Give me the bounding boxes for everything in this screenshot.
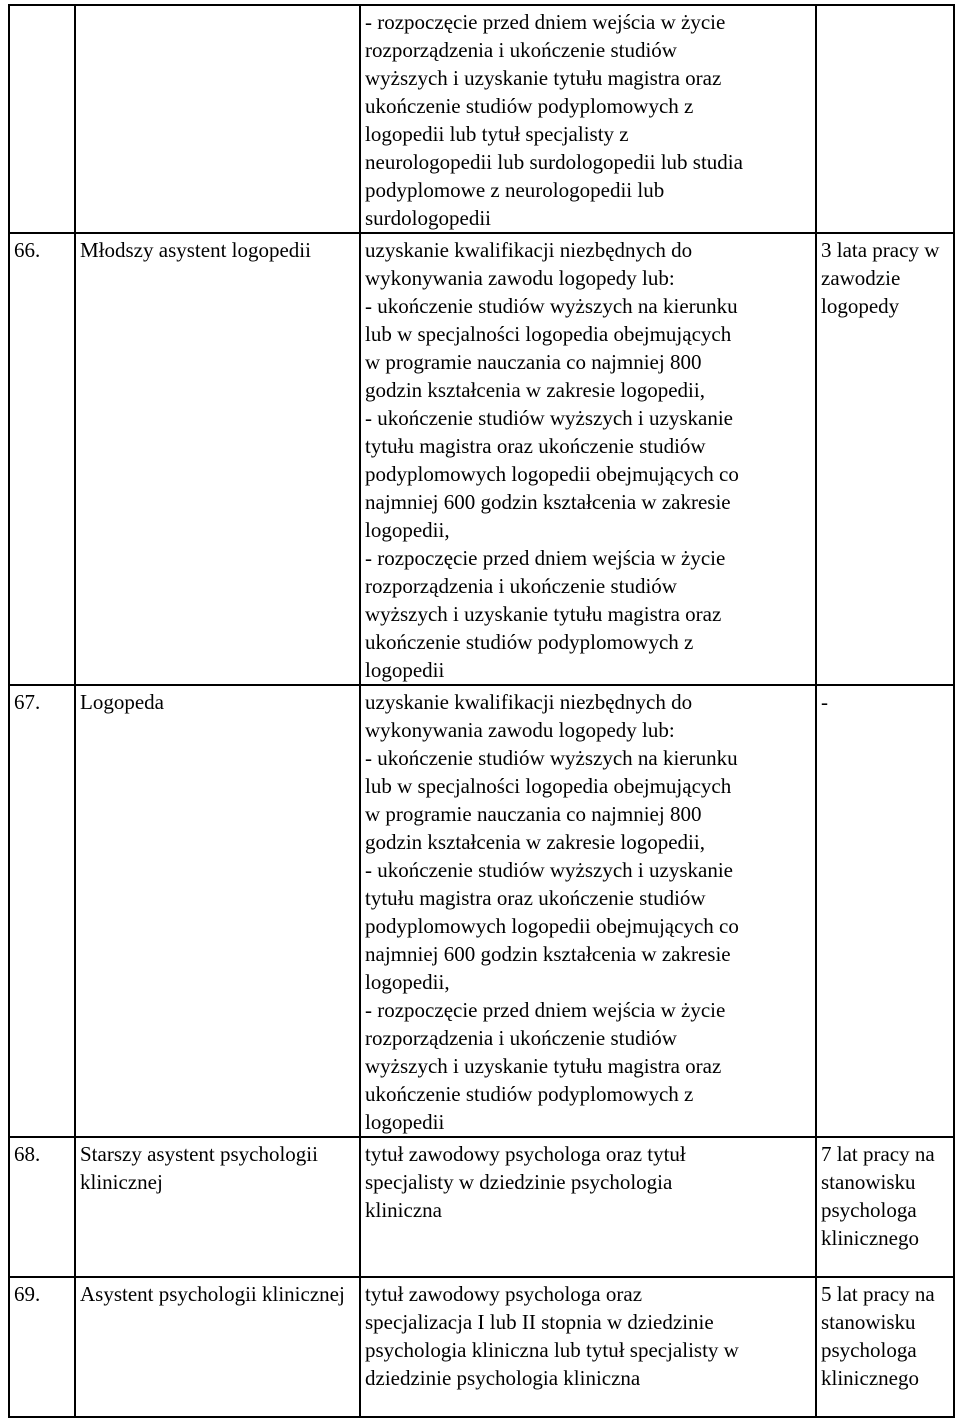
requirement-line: w programie nauczania co najmniej 800 [365, 802, 702, 826]
requirement-line: specjalizacja I lub II stopnia w dziedzinie [365, 1310, 714, 1334]
requirement-line: logopedii, [365, 970, 450, 994]
requirement-line: logopedii [365, 1110, 445, 1134]
requirements-cell [360, 233, 816, 685]
requirement-line: - rozpoczęcie przed dniem wejścia w życie [365, 546, 726, 570]
requirement-line: tytułu magistra oraz ukończenie studiów [365, 434, 706, 458]
position-name-cell [75, 685, 360, 1137]
requirement-line: - ukończenie studiów wyższych na kierunku [365, 294, 738, 318]
requirements-cell [360, 5, 816, 233]
position-name-cell [75, 233, 360, 685]
qualifications-table-body [9, 5, 954, 1417]
requirement-line: - ukończenie studiów wyższych i uzyskanie [365, 406, 733, 430]
position-name: Młodszy asystent logopedii [80, 238, 311, 262]
position-name: Asystent psychologii klinicznej [80, 1282, 345, 1306]
requirement-line: - rozpoczęcie przed dniem wejścia w życie [365, 10, 726, 34]
experience-text: 7 lat pracy na stanowisku psychologa klinicznego [821, 1142, 935, 1250]
experience-cell [816, 1277, 954, 1417]
requirement-line: ukończenie studiów podyplomowych z [365, 1082, 694, 1106]
requirement-line: godzin kształcenia w zakresie logopedii, [365, 830, 705, 854]
row-number-cell [9, 233, 75, 685]
requirement-line: logopedii [365, 658, 445, 682]
qualifications-table [8, 4, 955, 1418]
requirement-line: podyplomowe z neurologopedii lub [365, 178, 665, 202]
requirement-line: - rozpoczęcie przed dniem wejścia w życie [365, 998, 726, 1022]
requirement-line: wyższych i uzyskanie tytułu magistra oraz [365, 1054, 722, 1078]
requirement-line: logopedii, [365, 518, 450, 542]
table-row [9, 1277, 954, 1417]
experience-text: 5 lat pracy na stanowisku psychologa klinicznego [821, 1282, 935, 1390]
requirements-cell [360, 1277, 816, 1417]
position-name-cell [75, 5, 360, 233]
table-row [9, 1137, 954, 1277]
requirement-line: wykonywania zawodu logopedy lub: [365, 718, 675, 742]
requirement-line: - ukończenie studiów wyższych i uzyskanie [365, 858, 733, 882]
requirement-line: specjalisty w dziedzinie psychologia [365, 1170, 673, 1194]
row-number: 67. [14, 690, 41, 714]
position-name-cell [75, 1277, 360, 1417]
table-row [9, 5, 954, 233]
position-name: Logopeda [80, 690, 164, 714]
requirement-line: dziedzinie psychologia kliniczna [365, 1366, 641, 1390]
requirement-line: tytułu magistra oraz ukończenie studiów [365, 886, 706, 910]
requirement-line: rozporządzenia i ukończenie studiów [365, 1026, 677, 1050]
requirement-line: surdologopedii [365, 206, 491, 230]
requirement-line: wykonywania zawodu logopedy lub: [365, 266, 675, 290]
position-name-cell [75, 1137, 360, 1277]
requirement-line: lub w specjalności logopedia obejmujących [365, 774, 732, 798]
requirement-line: tytuł zawodowy psychologa oraz [365, 1282, 643, 1306]
experience-text: 3 lata pracy w zawodzie logopedy [821, 238, 940, 318]
requirement-line: psychologia kliniczna lub tytuł specjalisty w [365, 1338, 739, 1362]
requirement-line: - ukończenie studiów wyższych na kierunku [365, 746, 738, 770]
requirement-line: uzyskanie kwalifikacji niezbędnych do [365, 690, 693, 714]
row-number: 69. [14, 1282, 41, 1306]
row-number-cell [9, 1277, 75, 1417]
requirement-line: tytuł zawodowy psychologa oraz tytuł [365, 1142, 686, 1166]
experience-cell [816, 685, 954, 1137]
experience-cell [816, 5, 954, 233]
requirement-line: podyplomowych logopedii obejmujących co [365, 914, 739, 938]
experience-cell [816, 233, 954, 685]
row-number: 68. [14, 1142, 41, 1166]
requirement-line: w programie nauczania co najmniej 800 [365, 350, 702, 374]
requirements-cell [360, 1137, 816, 1277]
requirement-line: rozporządzenia i ukończenie studiów [365, 574, 677, 598]
requirement-line: najmniej 600 godzin kształcenia w zakresie [365, 490, 731, 514]
row-number-cell [9, 1137, 75, 1277]
row-number-cell [9, 5, 75, 233]
requirement-line: wyższych i uzyskanie tytułu magistra oraz [365, 66, 722, 90]
requirement-line: ukończenie studiów podyplomowych z [365, 94, 694, 118]
requirement-line: podyplomowych logopedii obejmujących co [365, 462, 739, 486]
experience-text: - [821, 690, 828, 714]
requirement-line: kliniczna [365, 1198, 442, 1222]
requirement-line: neurologopedii lub surdologopedii lub studia [365, 150, 743, 174]
requirement-line: wyższych i uzyskanie tytułu magistra oraz [365, 602, 722, 626]
requirements-cell [360, 685, 816, 1137]
requirement-line: najmniej 600 godzin kształcenia w zakresie [365, 942, 731, 966]
requirement-line: ukończenie studiów podyplomowych z [365, 630, 694, 654]
experience-cell [816, 1137, 954, 1277]
requirement-line: logopedii lub tytuł specjalisty z [365, 122, 629, 146]
requirement-line: lub w specjalności logopedia obejmujących [365, 322, 732, 346]
row-number-cell [9, 685, 75, 1137]
requirement-line: rozporządzenia i ukończenie studiów [365, 38, 677, 62]
requirement-line: uzyskanie kwalifikacji niezbędnych do [365, 238, 693, 262]
position-name: Starszy asystent psychologii klinicznej [80, 1142, 318, 1194]
table-row [9, 685, 954, 1137]
row-number: 66. [14, 238, 41, 262]
requirement-line: godzin kształcenia w zakresie logopedii, [365, 378, 705, 402]
table-row [9, 233, 954, 685]
